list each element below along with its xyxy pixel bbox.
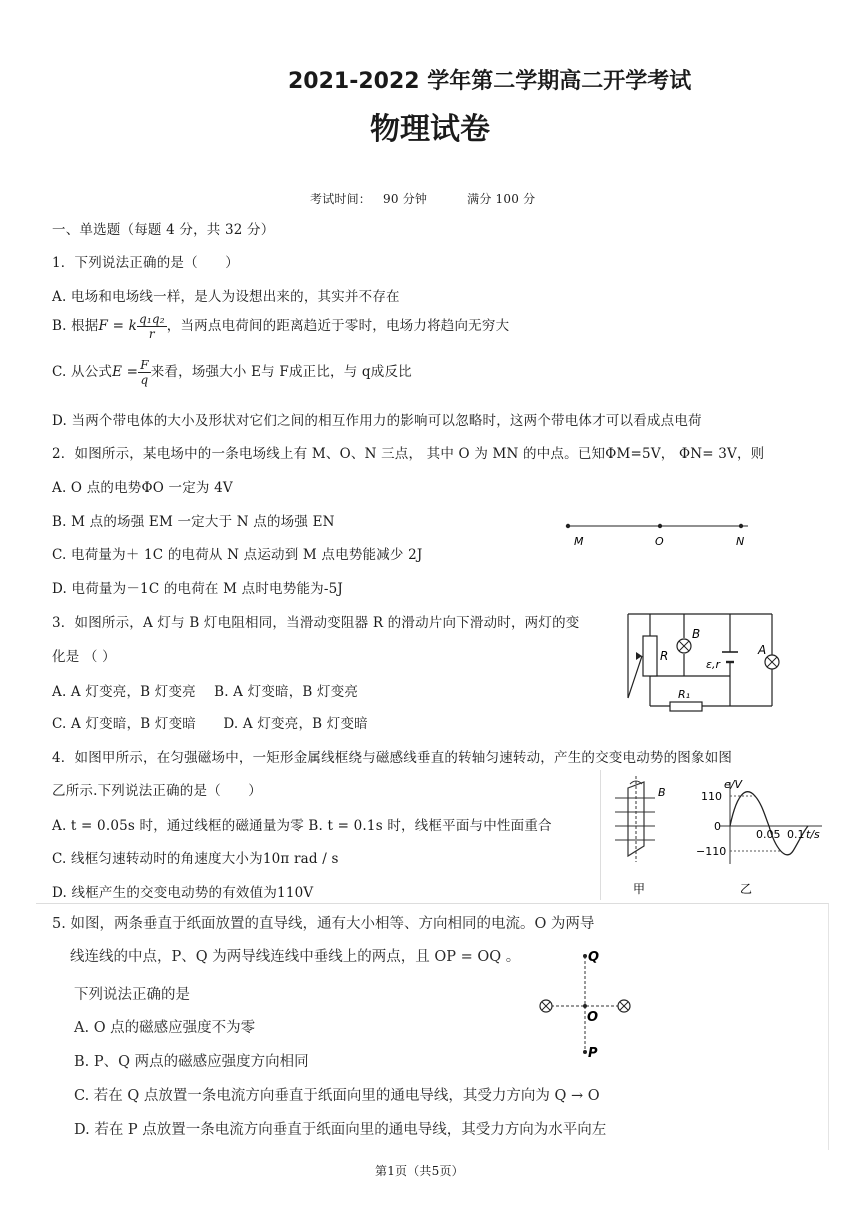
page-footer: 第1页（共5页）	[375, 1164, 464, 1178]
q2-option-b: B. M 点的场强 EM 一定大于 N 点的场强 EN	[52, 514, 335, 530]
label-o: O	[587, 1010, 599, 1025]
full-score: 满分 100 分	[467, 192, 536, 206]
label-n: N	[736, 535, 745, 548]
q1-c-fraction	[138, 358, 151, 387]
q3-options-cd: C. A 灯变暗，B 灯变暗 D. A 灯变亮，B 灯变暗	[52, 716, 368, 732]
label-p: P	[588, 1046, 598, 1061]
label-r1: R₁	[678, 688, 691, 701]
caption-yi: 乙	[740, 882, 753, 896]
point-n	[739, 524, 743, 528]
point-q	[583, 954, 587, 958]
exam-time: 90 分钟	[383, 192, 428, 206]
q1-option-a: A. 电场和电场线一样，是人为设想出来的，其实并不存在	[52, 289, 400, 305]
ac-generator-figure	[600, 770, 830, 900]
label-b-field: B	[658, 786, 666, 799]
q3-options-ab: A. A 灯变亮，B 灯变亮 B. A 灯变暗，B 灯变亮	[52, 684, 359, 700]
q1-option-d: D. 当两个带电体的大小及形状对它们之间的相互作用力的影响可以忽略时，这两个带电体才可以看成点电荷	[52, 413, 702, 429]
label-a: A	[758, 643, 767, 657]
q5-option-b: B. P、Q 两点的磁感应强度方向相同	[74, 1054, 309, 1070]
point-o	[583, 1004, 587, 1008]
caption-jia: 甲	[633, 882, 646, 896]
q4-options-ab: A. t = 0.05s 时，通过线框的磁通量为零 B. t = 0.1s 时，线框平面与中性面重合	[52, 818, 552, 834]
q1-b-suffix: ，当两点电荷间的距离趋近于零时，电场力将趋向无穷大	[166, 318, 510, 334]
q1-stem: 1．下列说法正确的是（ ）	[52, 255, 239, 271]
q1-b-prefix: B. 根据	[52, 318, 99, 334]
q5-option-a: A. O 点的磁感应强度不为零	[74, 1020, 256, 1036]
q5-option-d: D. 若在 P 点放置一条电流方向垂直于纸面向里的通电导线，其受力方向为水平向左	[74, 1122, 607, 1138]
exam-info	[310, 190, 535, 207]
q5-stem-line2: 线连线的中点，P、Q 为两导线连线中垂线上的两点，且 OP = OQ 。	[70, 949, 521, 965]
point-o	[658, 524, 662, 528]
label-r: R	[660, 649, 669, 663]
q1-option-c	[52, 358, 412, 387]
emf-curve	[730, 792, 808, 855]
x-tick-2: 0.1	[787, 828, 805, 841]
label-q: Q	[588, 950, 600, 965]
emf-graph	[696, 778, 822, 864]
q2-option-c: C. 电荷量为＋ 1C 的电荷从 N 点运动到 M 点电势能减少 2J	[52, 547, 423, 563]
wires-figure	[530, 944, 640, 1064]
point-m	[566, 524, 570, 528]
exam-time-label: 考试时间：	[310, 192, 372, 206]
q1-b-formula-lhs: F = k	[98, 318, 137, 334]
rotating-frame-diagram	[615, 776, 655, 862]
q5-stem-line1: 5. 如图，两条垂直于纸面放置的直导线，通有大小相等、方向相同的电流。O 为两导	[52, 916, 595, 932]
circuit-figure	[622, 610, 788, 714]
point-p	[583, 1050, 587, 1054]
q3-stem-line2: 化是 （ ）	[52, 649, 116, 665]
y-axis-label: e/V	[724, 778, 742, 791]
subject-title: 物理试卷	[370, 112, 490, 147]
y-tick-zero: 0	[714, 820, 721, 833]
q1-b-fraction	[137, 312, 167, 341]
y-tick-top: 110	[701, 790, 722, 803]
label-o: O	[655, 535, 664, 548]
q1-c-numerator: F	[140, 358, 149, 372]
x-tick-1: 0.05	[756, 828, 781, 841]
q1-c-prefix: C. 从公式	[52, 364, 113, 380]
exam-title: 2021-2022 学年第二学期高二开学考试	[288, 69, 692, 94]
y-tick-bottom: −110	[696, 845, 727, 858]
section-heading: 一、单选题（每题 4 分，共 32 分）	[52, 222, 275, 238]
q2-option-a: A. O 点的电势ΦO 一定为 4V	[52, 480, 233, 496]
q1-option-b	[52, 312, 509, 341]
q5-option-c: C. 若在 Q 点放置一条电流方向垂直于纸面向里的通电导线，其受力方向为 Q → O	[74, 1088, 600, 1104]
q1-c-formula-lhs: E =	[112, 364, 139, 380]
label-b: B	[692, 627, 701, 641]
q1-b-denominator: r	[148, 327, 155, 341]
field-line-figure	[560, 516, 760, 550]
q2-stem: 2．如图所示，某电场中的一条电场线上有 M、O、N 三点， 其中 O 为 MN 的中点。已知ΦM=5V， ΦN= 3V，则	[52, 446, 765, 462]
q4-option-c: C. 线框匀速转动时的角速度大小为10π rad / s	[52, 851, 339, 867]
q5-stem-line3: 下列说法正确的是	[74, 987, 190, 1003]
q1-c-denominator: q	[140, 373, 149, 387]
q4-stem-line1: 4．如图甲所示，在匀强磁场中，一矩形金属线框绕与磁感线垂直的转轴匀速转动，产生的交变电动势的图象如图	[52, 750, 733, 766]
label-m: M	[574, 535, 584, 548]
q1-c-suffix: 来看，场强大小 E与 F成正比，与 q成反比	[150, 364, 412, 380]
rheostat-r	[643, 636, 657, 676]
x-axis-label: t/s	[806, 828, 820, 841]
q3-stem-line1: 3．如图所示，A 灯与 B 灯电阻相同，当滑动变阻器 R 的滑动片向下滑动时，两灯的变	[52, 615, 580, 631]
resistor-r1	[670, 702, 702, 711]
q2-option-d: D. 电荷量为－1C 的电荷在 M 点时电势能为-5J	[52, 581, 344, 597]
q1-b-numerator: q₁q₂	[138, 312, 165, 326]
q4-option-d: D. 线框产生的交变电动势的有效值为110V	[52, 885, 314, 901]
q4-stem-line2: 乙所示.下列说法正确的是（ ）	[52, 783, 262, 799]
label-emf: ε,r	[706, 658, 720, 671]
